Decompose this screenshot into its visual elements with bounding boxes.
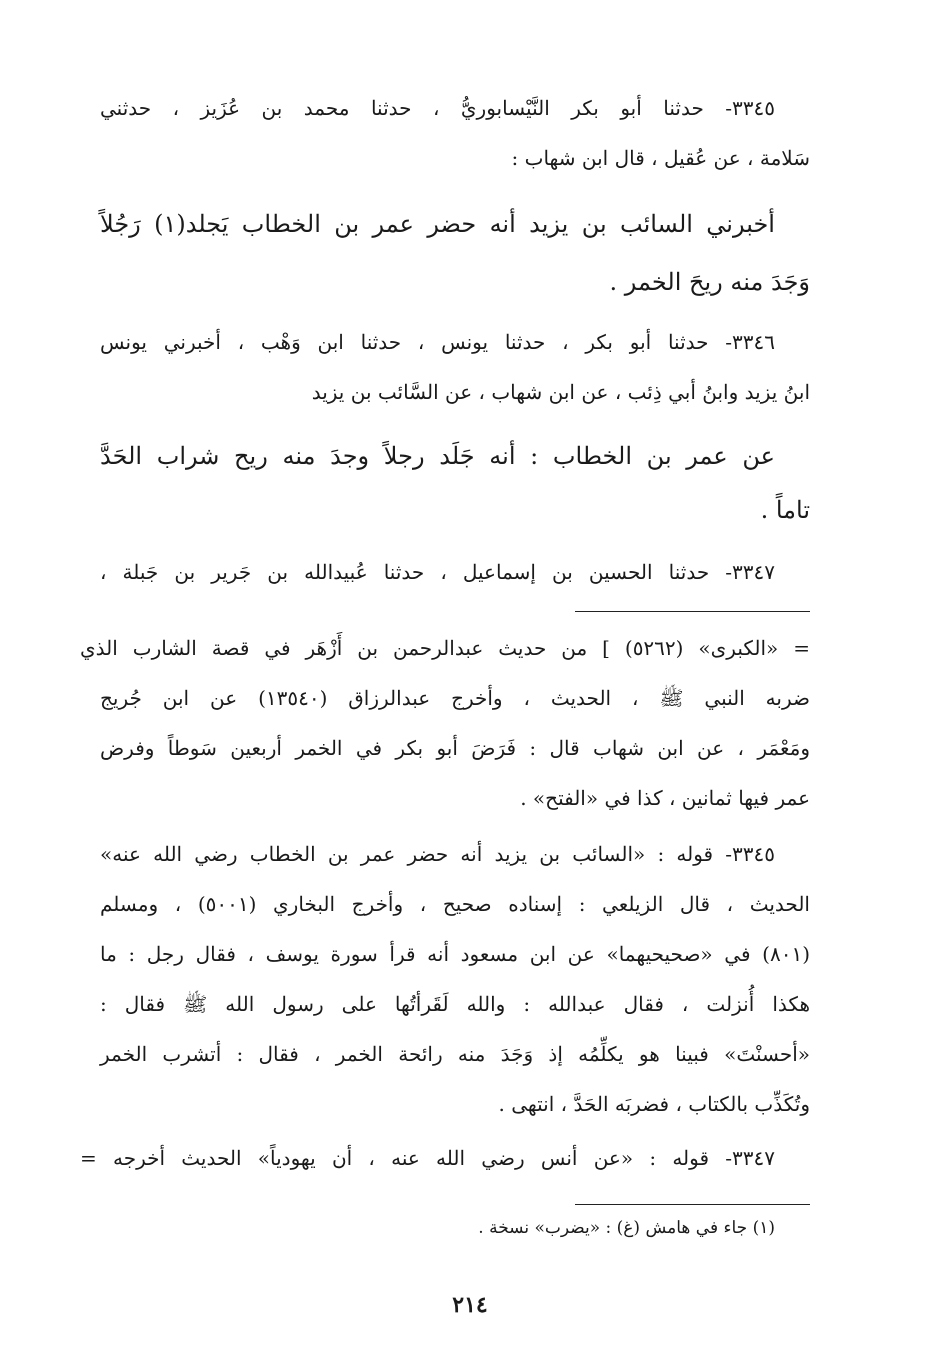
- commentary-p2-line-3: (٨٠١) في «صحيحيهما» عن ابن مسعود أنه قرأ سورة يوسف ، فقال رجل : ما: [100, 942, 810, 966]
- commentary-p3-line-1: ٣٣٤٧- قوله : «عن أنس رضي الله عنه ، أن يهودياً» الحديث أخرجه =: [80, 1146, 775, 1170]
- commentary-p2-line-1: ٣٣٤٥- قوله : «السائب بن يزيد أنه حضر عمر بن الخطاب رضي الله عنه»: [100, 842, 775, 866]
- hadith-3346-line-2: ابنُ يزيد وابنُ أبي ذِئب ، عن ابن شهاب ، عن السَّائب بن يزيد: [311, 380, 810, 404]
- page-number: ٢١٤: [452, 1292, 488, 1318]
- hadith-3345-line-1: ٣٣٤٥- حدثنا أبو بكر النَّيْسابوريُّ ، حدثنا محمد بن عُزَيز ، حدثني: [100, 96, 775, 120]
- matn-3346-line-2: تاماً .: [760, 496, 810, 524]
- footnote-separator: [575, 1204, 810, 1205]
- matn-3346-line-1: عن عمر بن الخطاب : أنه جَلَد رجلاً وجدَ منه ريح شراب الحَدَّ: [100, 442, 775, 470]
- matn-3345-line-1: أخبرني السائب بن يزيد أنه حضر عمر بن الخطاب يَجلد(١) رَجُلاً: [100, 210, 775, 238]
- matn-3345-line-2: وَجَدَ منه ريحَ الخمر .: [609, 268, 810, 296]
- commentary-p1-line-2: ضربه النبي ﷺ ، الحديث ، وأخرج عبدالرزاق (١٣٥٤٠) عن ابن جُريج: [100, 686, 810, 710]
- hadith-3345-line-2: سَلامة ، عن عُقيل ، قال ابن شهاب :: [511, 146, 810, 170]
- commentary-p1-line-4: عمر فيها ثمانين ، كذا في «الفتح» .: [520, 786, 810, 810]
- commentary-separator: [575, 611, 810, 612]
- commentary-p2-line-6: وتُكَذِّب بالكتاب ، فضربَه الحَدَّ ، انتهى .: [498, 1092, 810, 1116]
- commentary-p2-line-2: الحديث ، قال الزيلعي : إسناده صحيح ، وأخرج البخاري (٥٠٠١) ، ومسلم: [100, 892, 810, 916]
- hadith-3347-line-1: ٣٣٤٧- حدثنا الحسين بن إسماعيل ، حدثنا عُبيدالله بن جَرير بن جَبلة ،: [100, 560, 775, 584]
- commentary-p2-line-5: «أحسنْتَ» فبينا هو يكلِّمُه إذ وَجَدَ منه رائحة الخمر ، فقال : أتشرب الخمر: [100, 1042, 810, 1066]
- commentary-p1-line-3: ومَعْمَر ، عن ابن شهاب قال : فَرَضَ أبو بكر في الخمر أربعين سَوطاً وفرض: [100, 736, 810, 760]
- footnote: (١) جاء في هامش (غ) : «يضرب» نسخة .: [478, 1218, 775, 1238]
- page-number-wrap: [0, 1292, 940, 1318]
- commentary-p2-line-4: هكذا أُنزلت ، فقال عبدالله : والله لَقَرأتُها على رسول الله ﷺ فقال :: [100, 992, 810, 1016]
- commentary-p1-line-1: = «الكبرى» (٥٢٦٢) ] من حديث عبدالرحمن بن أَزْهَر في قصة الشارب الذي: [80, 636, 810, 660]
- hadith-3346-line-1: ٣٣٤٦- حدثنا أبو بكر ، حدثنا يونس ، حدثنا ابن وَهْب ، أخبرني يونس: [100, 330, 775, 354]
